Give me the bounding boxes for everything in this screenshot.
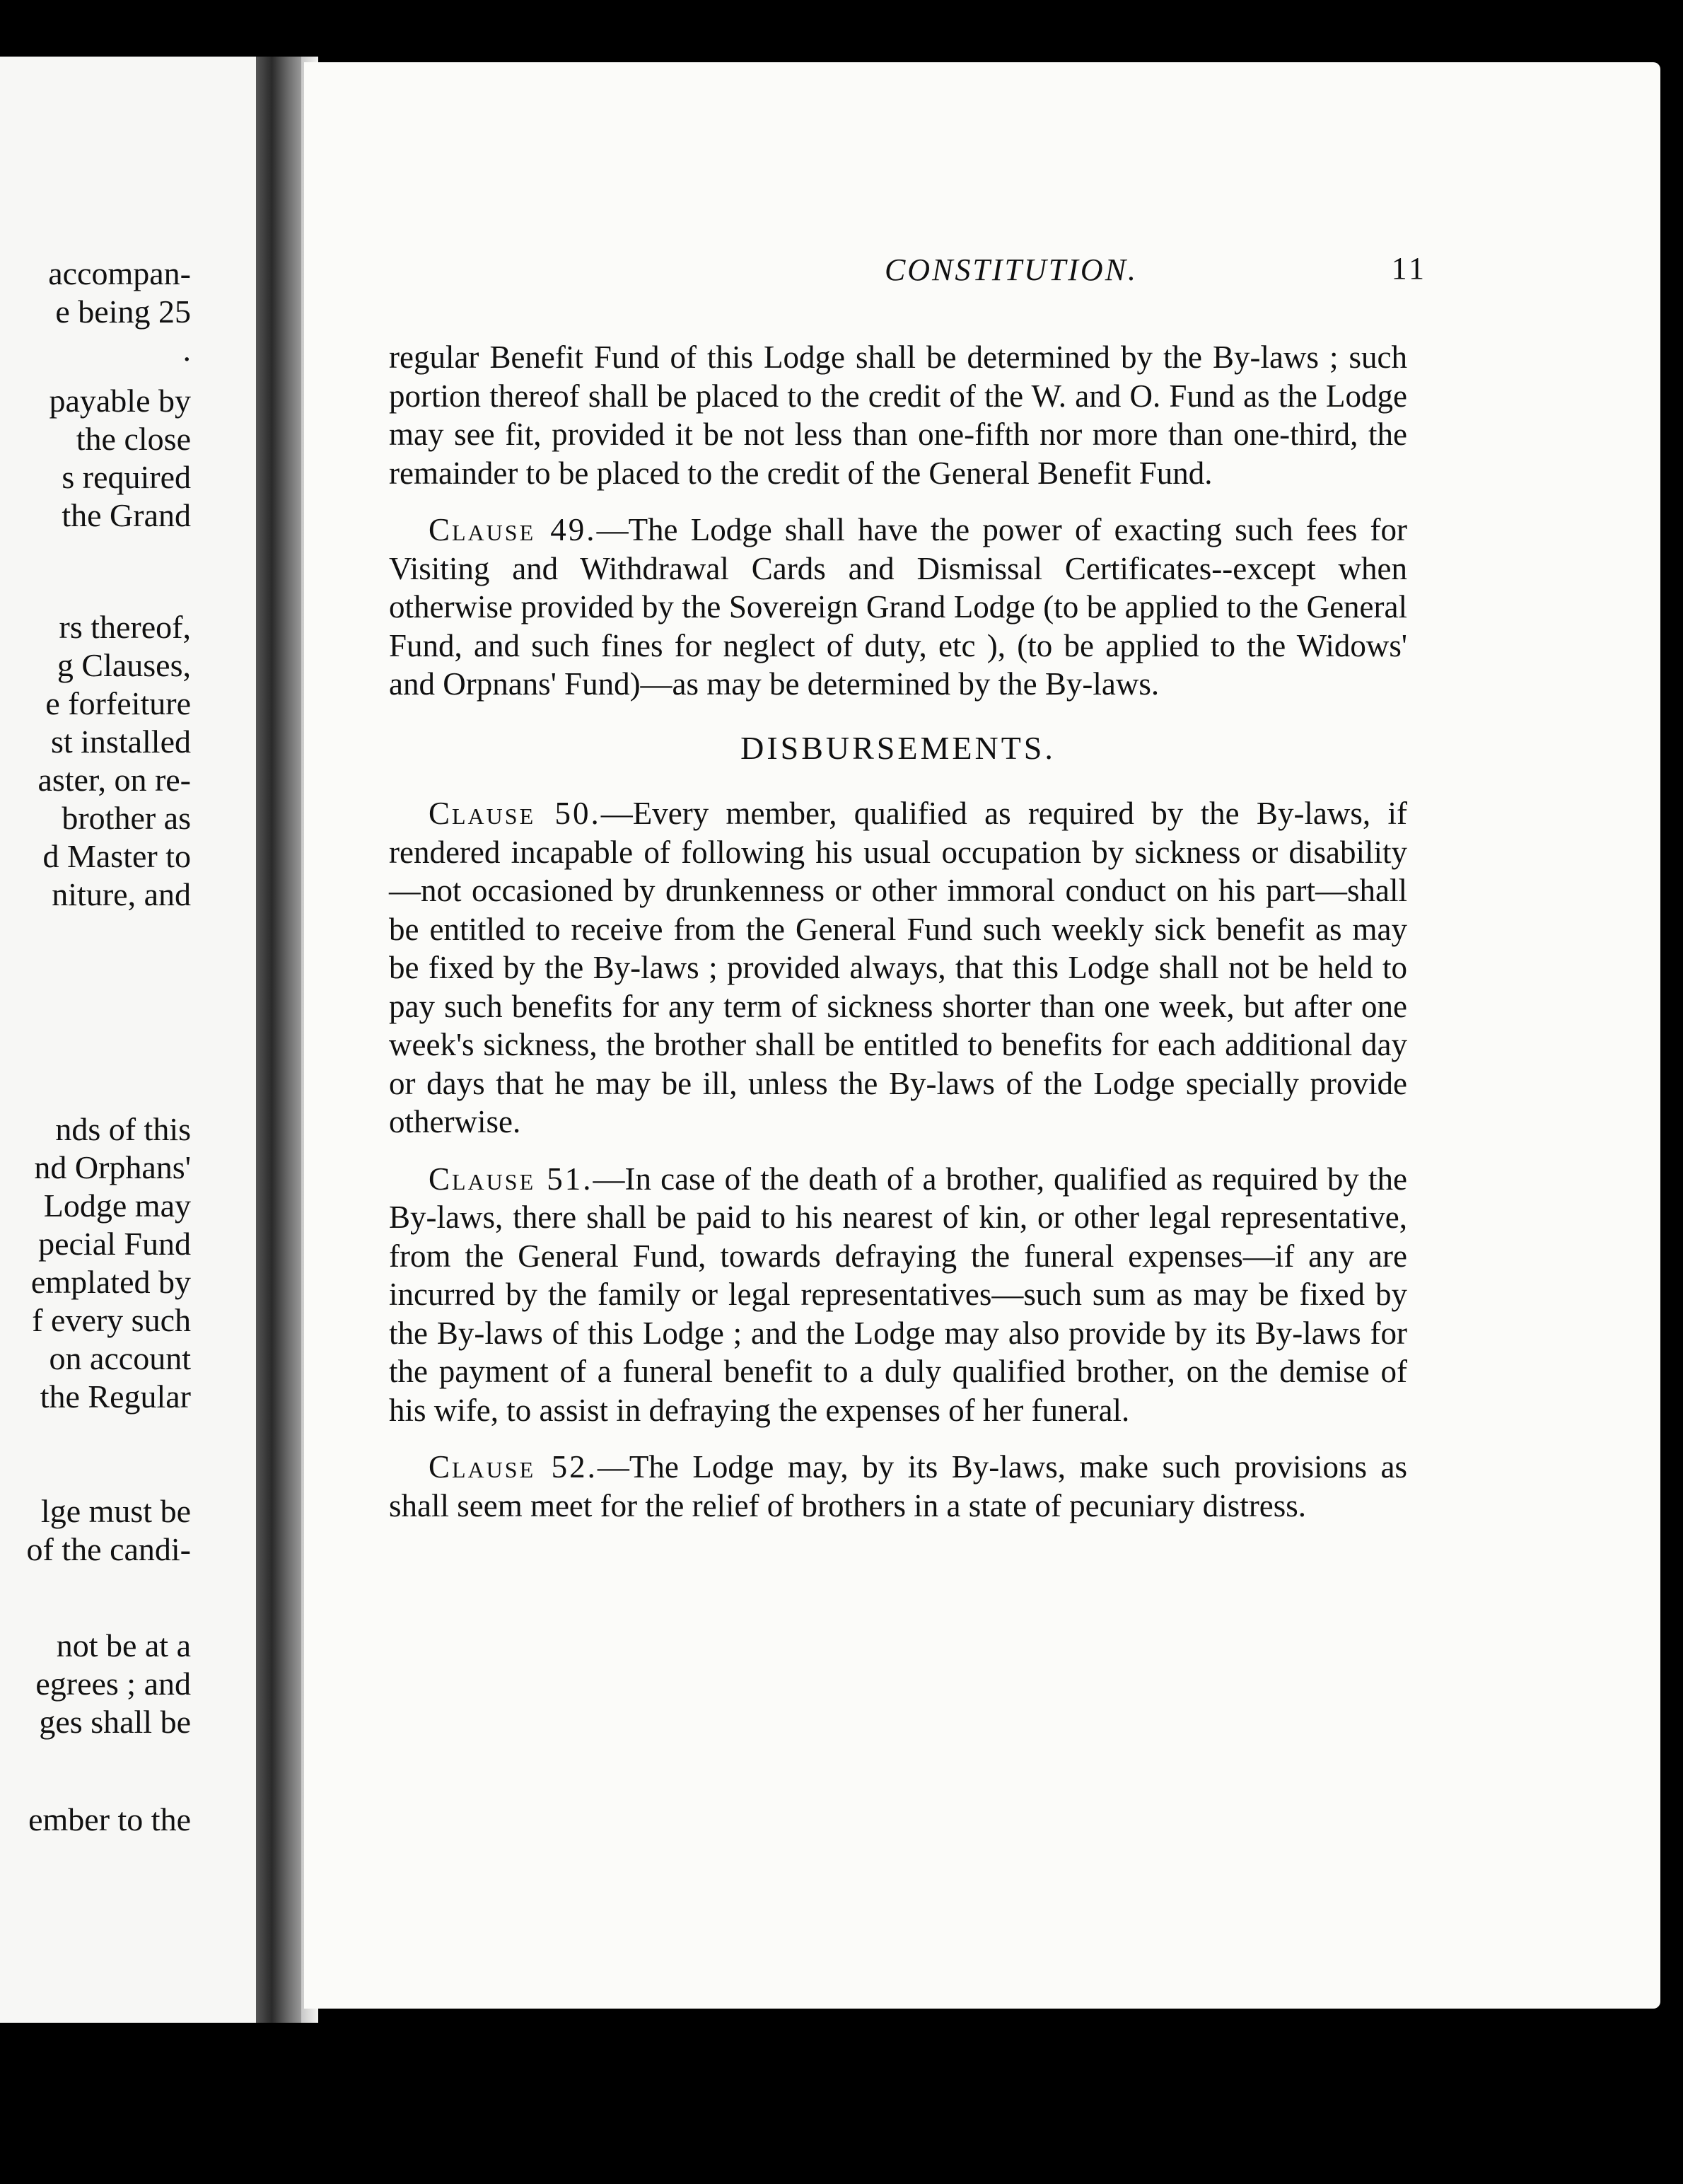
left-page-line: g Clauses, (57, 647, 191, 683)
clause-51-label: Clause 51. (429, 1161, 593, 1197)
left-page-line: Lodge may (43, 1187, 191, 1224)
left-page-line: pecial Fund (38, 1226, 191, 1262)
left-page-line: f every such (32, 1302, 191, 1338)
page-body (389, 338, 1407, 1543)
running-header: CONSTITUTION. (884, 252, 1138, 287)
clause-52 (389, 1448, 1407, 1525)
clause-51 (389, 1160, 1407, 1430)
left-page-line: the Grand (62, 497, 191, 533)
left-page-line: rs thereof, (59, 609, 191, 645)
left-page-line: nd Orphans' (34, 1149, 191, 1185)
left-facing-page (0, 57, 256, 2023)
left-page-line: lge must be (40, 1493, 191, 1529)
left-page-line: emplated by (30, 1264, 191, 1300)
left-page-line: d Master to (42, 838, 191, 874)
left-page-line: egrees ; and (35, 1666, 191, 1702)
left-page-line: . (182, 332, 191, 368)
clause-51-text: —In case of the death of a brother, qualified as required by the By-laws, there shall be paid to his nearest of kin, or other legal representative, from the General Fund, towards defraying the funeral expenses—if any are incurred by the family or legal representatives—such sum as may be fixed by the By-laws of this Lodge ; and the Lodge may also provide by its By-laws for the payment of a funeral benefit to a duly qualified brother, on the demise of his wife, to assist in defraying the expenses of her funeral. (389, 1161, 1407, 1428)
left-page-line: the close (76, 421, 191, 457)
right-page (304, 62, 1660, 2009)
clause-49-text: —The Lodge shall have the power of exacting such fees for Visiting and Withdrawal Cards and Dismissal Certificates--except when otherwise provided by the Sovereign Grand Lodge (to be applied to the General Fund, and such fines for neglect of duty, etc ), (to be applied to the Widows' and Orpnans' Fund)—as may be determined by the By-laws. (389, 512, 1407, 702)
page-number: 11 (1391, 251, 1427, 286)
left-page-line: brother as (62, 800, 191, 836)
left-page-line: nds of this (55, 1111, 191, 1147)
clause-50-text: —Every member, qualified as required by the By-laws, if rendered incapable of following his usual occupation by sickness or disability—not occasioned by drunkenness or other immoral conduct on his part—shall be entitled to receive from the General Fund such weekly sick benefit as may be fixed by the By-laws ; provided always, that this Lodge shall not be held to pay such benefits for any term of sickness shorter than one week, but after one week's sickness, the brother shall be entitled to benefits for each additional day or days that he may be ill, unless the By-laws of the Lodge specially provide otherwise. (389, 796, 1408, 1139)
clause-52-text: —The Lodge may, by its By-laws, make such provisions as shall seem meet for the relief of brothers in a state of pecuniary distress. (389, 1449, 1408, 1523)
left-page-line: niture, and (52, 876, 191, 912)
left-page-line: aster, on re- (37, 762, 191, 798)
left-page-line: of the candi- (26, 1531, 191, 1567)
left-page-line: not be at a (56, 1627, 191, 1663)
left-page-line: st installed (50, 724, 191, 760)
left-page-line: e forfeiture (45, 685, 191, 721)
clause-52-label: Clause 52. (429, 1449, 598, 1485)
book-gutter (256, 57, 301, 2023)
left-page-line: s required (62, 459, 191, 495)
clause-50-label: Clause 50. (429, 796, 601, 831)
section-heading: DISBURSEMENTS. (740, 729, 1056, 766)
left-page-line: on account (49, 1340, 191, 1376)
left-page-line: ember to the (28, 1801, 191, 1837)
left-page-line: the Regular (40, 1378, 191, 1415)
left-page-line: payable by (49, 383, 191, 419)
left-page-line: e being 25 (55, 294, 191, 330)
clause-50 (389, 794, 1407, 1142)
left-page-line: ges shall be (39, 1704, 191, 1740)
clause-49 (389, 511, 1407, 704)
clause-49-label: Clause 49. (429, 512, 597, 547)
left-page-line: accompan- (48, 255, 191, 291)
paragraph-continuation: regular Benefit Fund of this Lodge shall be determined by the By-laws ; such portion thereof shall be placed to the credit of the W. and O. Fund as the Lodge may see fit, provided it be not less than one-fifth nor more than one-third, the remainder to be placed to the credit of the General Benefit Fund. (389, 339, 1407, 491)
